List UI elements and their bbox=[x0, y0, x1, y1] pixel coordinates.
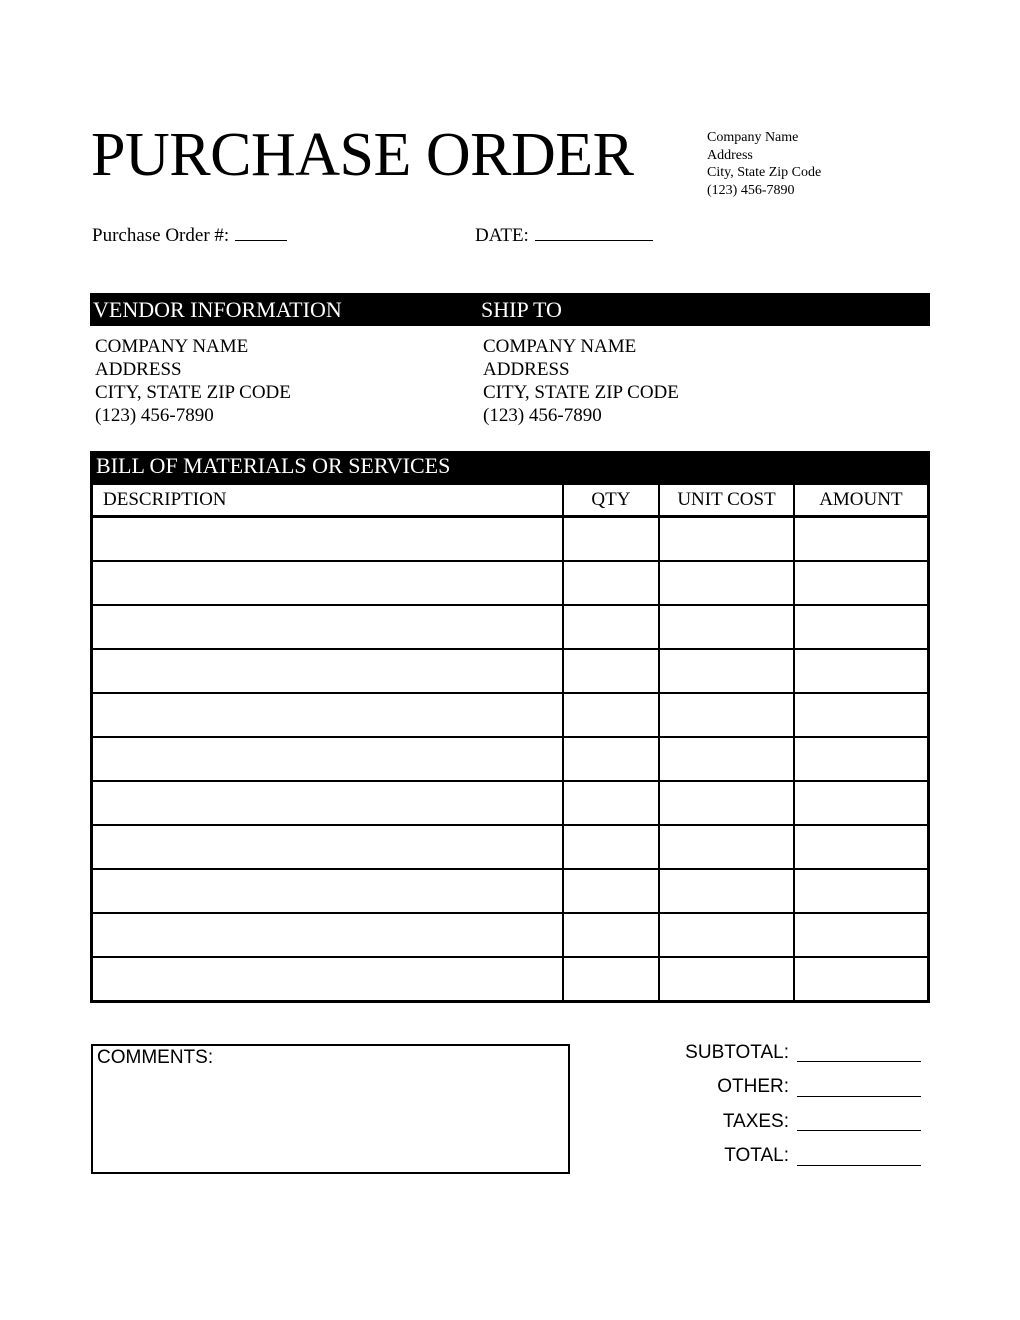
ship-address: ADDRESS bbox=[483, 359, 570, 380]
column-header-qty: QTY bbox=[563, 484, 660, 517]
description-cell[interactable] bbox=[92, 825, 563, 869]
ship-heading: SHIP TO bbox=[481, 297, 562, 322]
vendor-address: ADDRESS bbox=[95, 359, 182, 380]
unit-cost-cell[interactable] bbox=[659, 781, 794, 825]
table-row bbox=[92, 869, 929, 913]
unit-cost-cell[interactable] bbox=[659, 869, 794, 913]
date-input[interactable] bbox=[535, 224, 653, 241]
amount-cell[interactable] bbox=[794, 605, 929, 649]
table-row bbox=[92, 913, 929, 957]
line-items-table bbox=[90, 482, 930, 1003]
qty-cell[interactable] bbox=[563, 913, 660, 957]
qty-cell[interactable] bbox=[563, 649, 660, 693]
total-label: TOTAL: bbox=[724, 1145, 789, 1166]
table-row bbox=[92, 825, 929, 869]
table-row bbox=[92, 517, 929, 562]
amount-cell[interactable] bbox=[794, 957, 929, 1002]
column-header-amount: AMOUNT bbox=[794, 484, 929, 517]
po-number-input[interactable] bbox=[235, 224, 287, 241]
unit-cost-cell[interactable] bbox=[659, 561, 794, 605]
description-cell[interactable] bbox=[92, 737, 563, 781]
taxes-label: TAXES: bbox=[722, 1111, 789, 1132]
ship-city: CITY, STATE ZIP CODE bbox=[483, 382, 679, 403]
page-title: PURCHASE ORDER bbox=[91, 121, 634, 189]
company-address: Address bbox=[707, 147, 753, 163]
description-cell[interactable] bbox=[92, 693, 563, 737]
column-header-unit-cost: UNIT COST bbox=[659, 484, 794, 517]
company-info bbox=[707, 129, 821, 199]
table-row bbox=[92, 605, 929, 649]
unit-cost-cell[interactable] bbox=[659, 957, 794, 1002]
company-city: City, State Zip Code bbox=[707, 165, 822, 180]
table-row bbox=[92, 957, 929, 1002]
qty-cell[interactable] bbox=[563, 693, 660, 737]
description-cell[interactable] bbox=[92, 517, 563, 562]
vendor-address-block bbox=[95, 335, 291, 427]
qty-cell[interactable] bbox=[563, 561, 660, 605]
description-cell[interactable] bbox=[92, 869, 563, 913]
unit-cost-cell[interactable] bbox=[659, 605, 794, 649]
company-name: Company Name bbox=[707, 130, 799, 145]
unit-cost-cell[interactable] bbox=[659, 737, 794, 781]
ship-company-name: COMPANY NAME bbox=[483, 336, 637, 357]
qty-cell[interactable] bbox=[563, 781, 660, 825]
table-row bbox=[92, 561, 929, 605]
subtotal-label: SUBTOTAL: bbox=[685, 1042, 789, 1063]
column-header-description: DESCRIPTION bbox=[92, 484, 563, 517]
qty-cell[interactable] bbox=[563, 869, 660, 913]
vendor-ship-header-bar bbox=[90, 293, 930, 326]
unit-cost-cell[interactable] bbox=[659, 693, 794, 737]
other-label: OTHER: bbox=[717, 1076, 789, 1097]
other-input[interactable] bbox=[797, 1096, 921, 1097]
date-field bbox=[475, 224, 653, 248]
description-cell[interactable] bbox=[92, 605, 563, 649]
vendor-heading: VENDOR INFORMATION bbox=[93, 297, 342, 322]
vendor-phone: (123) 456-7890 bbox=[95, 405, 214, 426]
bill-header-bar bbox=[90, 451, 930, 483]
total-input[interactable] bbox=[797, 1165, 921, 1166]
amount-cell[interactable] bbox=[794, 737, 929, 781]
table-row bbox=[92, 649, 929, 693]
comments-box[interactable] bbox=[91, 1044, 570, 1174]
qty-cell[interactable] bbox=[563, 957, 660, 1002]
unit-cost-cell[interactable] bbox=[659, 649, 794, 693]
description-cell[interactable] bbox=[92, 561, 563, 605]
qty-cell[interactable] bbox=[563, 825, 660, 869]
unit-cost-cell[interactable] bbox=[659, 913, 794, 957]
amount-cell[interactable] bbox=[794, 693, 929, 737]
description-cell[interactable] bbox=[92, 913, 563, 957]
unit-cost-cell[interactable] bbox=[659, 517, 794, 562]
qty-cell[interactable] bbox=[563, 517, 660, 562]
amount-cell[interactable] bbox=[794, 825, 929, 869]
description-cell[interactable] bbox=[92, 957, 563, 1002]
description-cell[interactable] bbox=[92, 649, 563, 693]
date-label: DATE: bbox=[475, 225, 529, 246]
taxes-input[interactable] bbox=[797, 1130, 921, 1131]
table-row bbox=[92, 781, 929, 825]
amount-cell[interactable] bbox=[794, 561, 929, 605]
ship-address-block bbox=[483, 335, 679, 427]
po-number-field bbox=[92, 224, 287, 248]
table-row bbox=[92, 737, 929, 781]
company-phone: (123) 456-7890 bbox=[707, 182, 795, 198]
comments-label: COMMENTS: bbox=[97, 1047, 214, 1068]
table-header-row bbox=[92, 484, 929, 517]
unit-cost-cell[interactable] bbox=[659, 825, 794, 869]
table-row bbox=[92, 693, 929, 737]
amount-cell[interactable] bbox=[794, 517, 929, 562]
amount-cell[interactable] bbox=[794, 869, 929, 913]
qty-cell[interactable] bbox=[563, 737, 660, 781]
po-number-label: Purchase Order #: bbox=[92, 225, 230, 246]
subtotal-input[interactable] bbox=[797, 1061, 921, 1062]
amount-cell[interactable] bbox=[794, 781, 929, 825]
ship-phone: (123) 456-7890 bbox=[483, 405, 602, 426]
amount-cell[interactable] bbox=[794, 649, 929, 693]
amount-cell[interactable] bbox=[794, 913, 929, 957]
qty-cell[interactable] bbox=[563, 605, 660, 649]
vendor-company-name: COMPANY NAME bbox=[95, 336, 249, 357]
bill-heading: BILL OF MATERIALS OR SERVICES bbox=[96, 453, 451, 478]
description-cell[interactable] bbox=[92, 781, 563, 825]
vendor-city: CITY, STATE ZIP CODE bbox=[95, 382, 291, 403]
